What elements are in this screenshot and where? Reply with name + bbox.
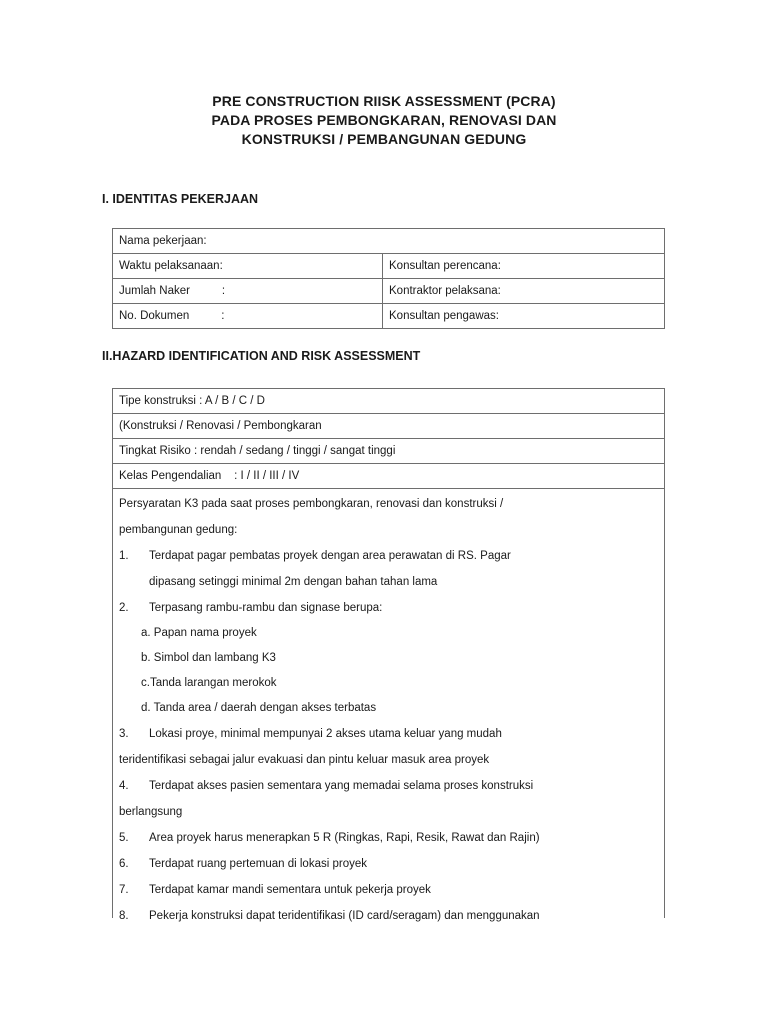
title-line: PRE CONSTRUCTION RIISK ASSESSMENT (PCRA)	[212, 93, 556, 109]
title-line: KONSTRUKSI / PEMBANGUNAN GEDUNG	[241, 131, 527, 147]
item-text: teridentifikasi sebagai jalur evakuasi dan pintu keluar masuk area proyek	[119, 754, 490, 766]
list-item	[119, 851, 658, 877]
sub-item: d. Tanda area / daerah dengan akses terbatas	[141, 702, 377, 714]
document-title	[0, 92, 768, 149]
hazard-assessment-box	[112, 388, 665, 922]
item-text: Area proyek harus menerapkan 5 R (Ringkas, Rapi, Resik, Rawat dan Rajin)	[149, 832, 540, 844]
list-item	[119, 595, 658, 621]
konsultan-pengawas-field[interactable]: Konsultan pengawas:	[383, 304, 665, 329]
intro-line: Persyaratan K3 pada saat proses pembongkaran, renovasi dan konstruksi /	[119, 498, 504, 510]
requirements-intro	[119, 491, 658, 543]
jumlah-naker-field[interactable]: Jumlah Naker :	[113, 279, 383, 304]
item-text: berlangsung	[119, 806, 183, 818]
item-number: 8.	[119, 910, 129, 922]
tipe-konstruksi-row[interactable]: Tipe konstruksi : A / B / C / D	[113, 389, 664, 414]
section-heading-identitas: I. IDENTITAS PEKERJAAN	[102, 192, 259, 206]
requirements-list	[113, 489, 664, 929]
table-row	[113, 304, 665, 329]
item-text: Pekerja konstruksi dapat teridentifikasi (ID card/seragam) dan menggunakan	[149, 910, 540, 922]
intro-line: pembangunan gedung:	[119, 524, 238, 536]
item-number: 7.	[119, 884, 129, 896]
list-item	[119, 773, 658, 825]
konsultan-perencana-field[interactable]: Konsultan perencana:	[383, 254, 665, 279]
item-number: 2.	[119, 602, 129, 614]
list-item	[119, 903, 658, 929]
list-item	[119, 721, 658, 773]
nama-pekerjaan-field[interactable]: Nama pekerjaan:	[113, 229, 665, 254]
item-text: dipasang setinggi minimal 2m dengan bahan tahan lama	[149, 576, 438, 588]
item-text: Terpasang rambu-rambu dan signase berupa:	[149, 602, 383, 614]
kelas-pengendalian-row[interactable]: Kelas Pengendalian : I / II / III / IV	[113, 464, 664, 489]
sub-item: c.Tanda larangan merokok	[141, 677, 277, 689]
item-number: 1.	[119, 550, 129, 562]
kontraktor-pelaksana-field[interactable]: Kontraktor pelaksana:	[383, 279, 665, 304]
title-line: PADA PROSES PEMBONGKARAN, RENOVASI DAN	[211, 112, 557, 128]
list-item	[119, 825, 658, 851]
sub-item: b. Simbol dan lambang K3	[141, 652, 276, 664]
item-number: 5.	[119, 832, 129, 844]
item-number: 4.	[119, 780, 129, 792]
list-item	[119, 877, 658, 903]
no-dokumen-field[interactable]: No. Dokumen :	[113, 304, 383, 329]
sub-item: a. Papan nama proyek	[141, 627, 257, 639]
item-number: 6.	[119, 858, 129, 870]
item-text: Terdapat kamar mandi sementara untuk pekerja proyek	[149, 884, 431, 896]
waktu-pelaksanaan-field[interactable]: Waktu pelaksanaan:	[113, 254, 383, 279]
section-heading-hazard: II.HAZARD IDENTIFICATION AND RISK ASSESSMENT	[102, 349, 421, 363]
item-text: Terdapat ruang pertemuan di lokasi proyek	[149, 858, 367, 870]
jenis-pekerjaan-row[interactable]: (Konstruksi / Renovasi / Pembongkaran	[113, 414, 664, 439]
item-number: 3.	[119, 728, 129, 740]
item-text: Terdapat pagar pembatas proyek dengan area perawatan di RS. Pagar	[149, 550, 511, 562]
identity-table	[112, 228, 665, 329]
item-text: Lokasi proye, minimal mempunyai 2 akses utama keluar yang mudah	[149, 728, 502, 740]
table-row	[113, 229, 665, 254]
tingkat-risiko-row[interactable]: Tingkat Risiko : rendah / sedang / tinggi / sangat tinggi	[113, 439, 664, 464]
list-item	[119, 543, 658, 595]
table-row	[113, 254, 665, 279]
table-row	[113, 279, 665, 304]
item-text: Terdapat akses pasien sementara yang memadai selama proses konstruksi	[149, 780, 534, 792]
